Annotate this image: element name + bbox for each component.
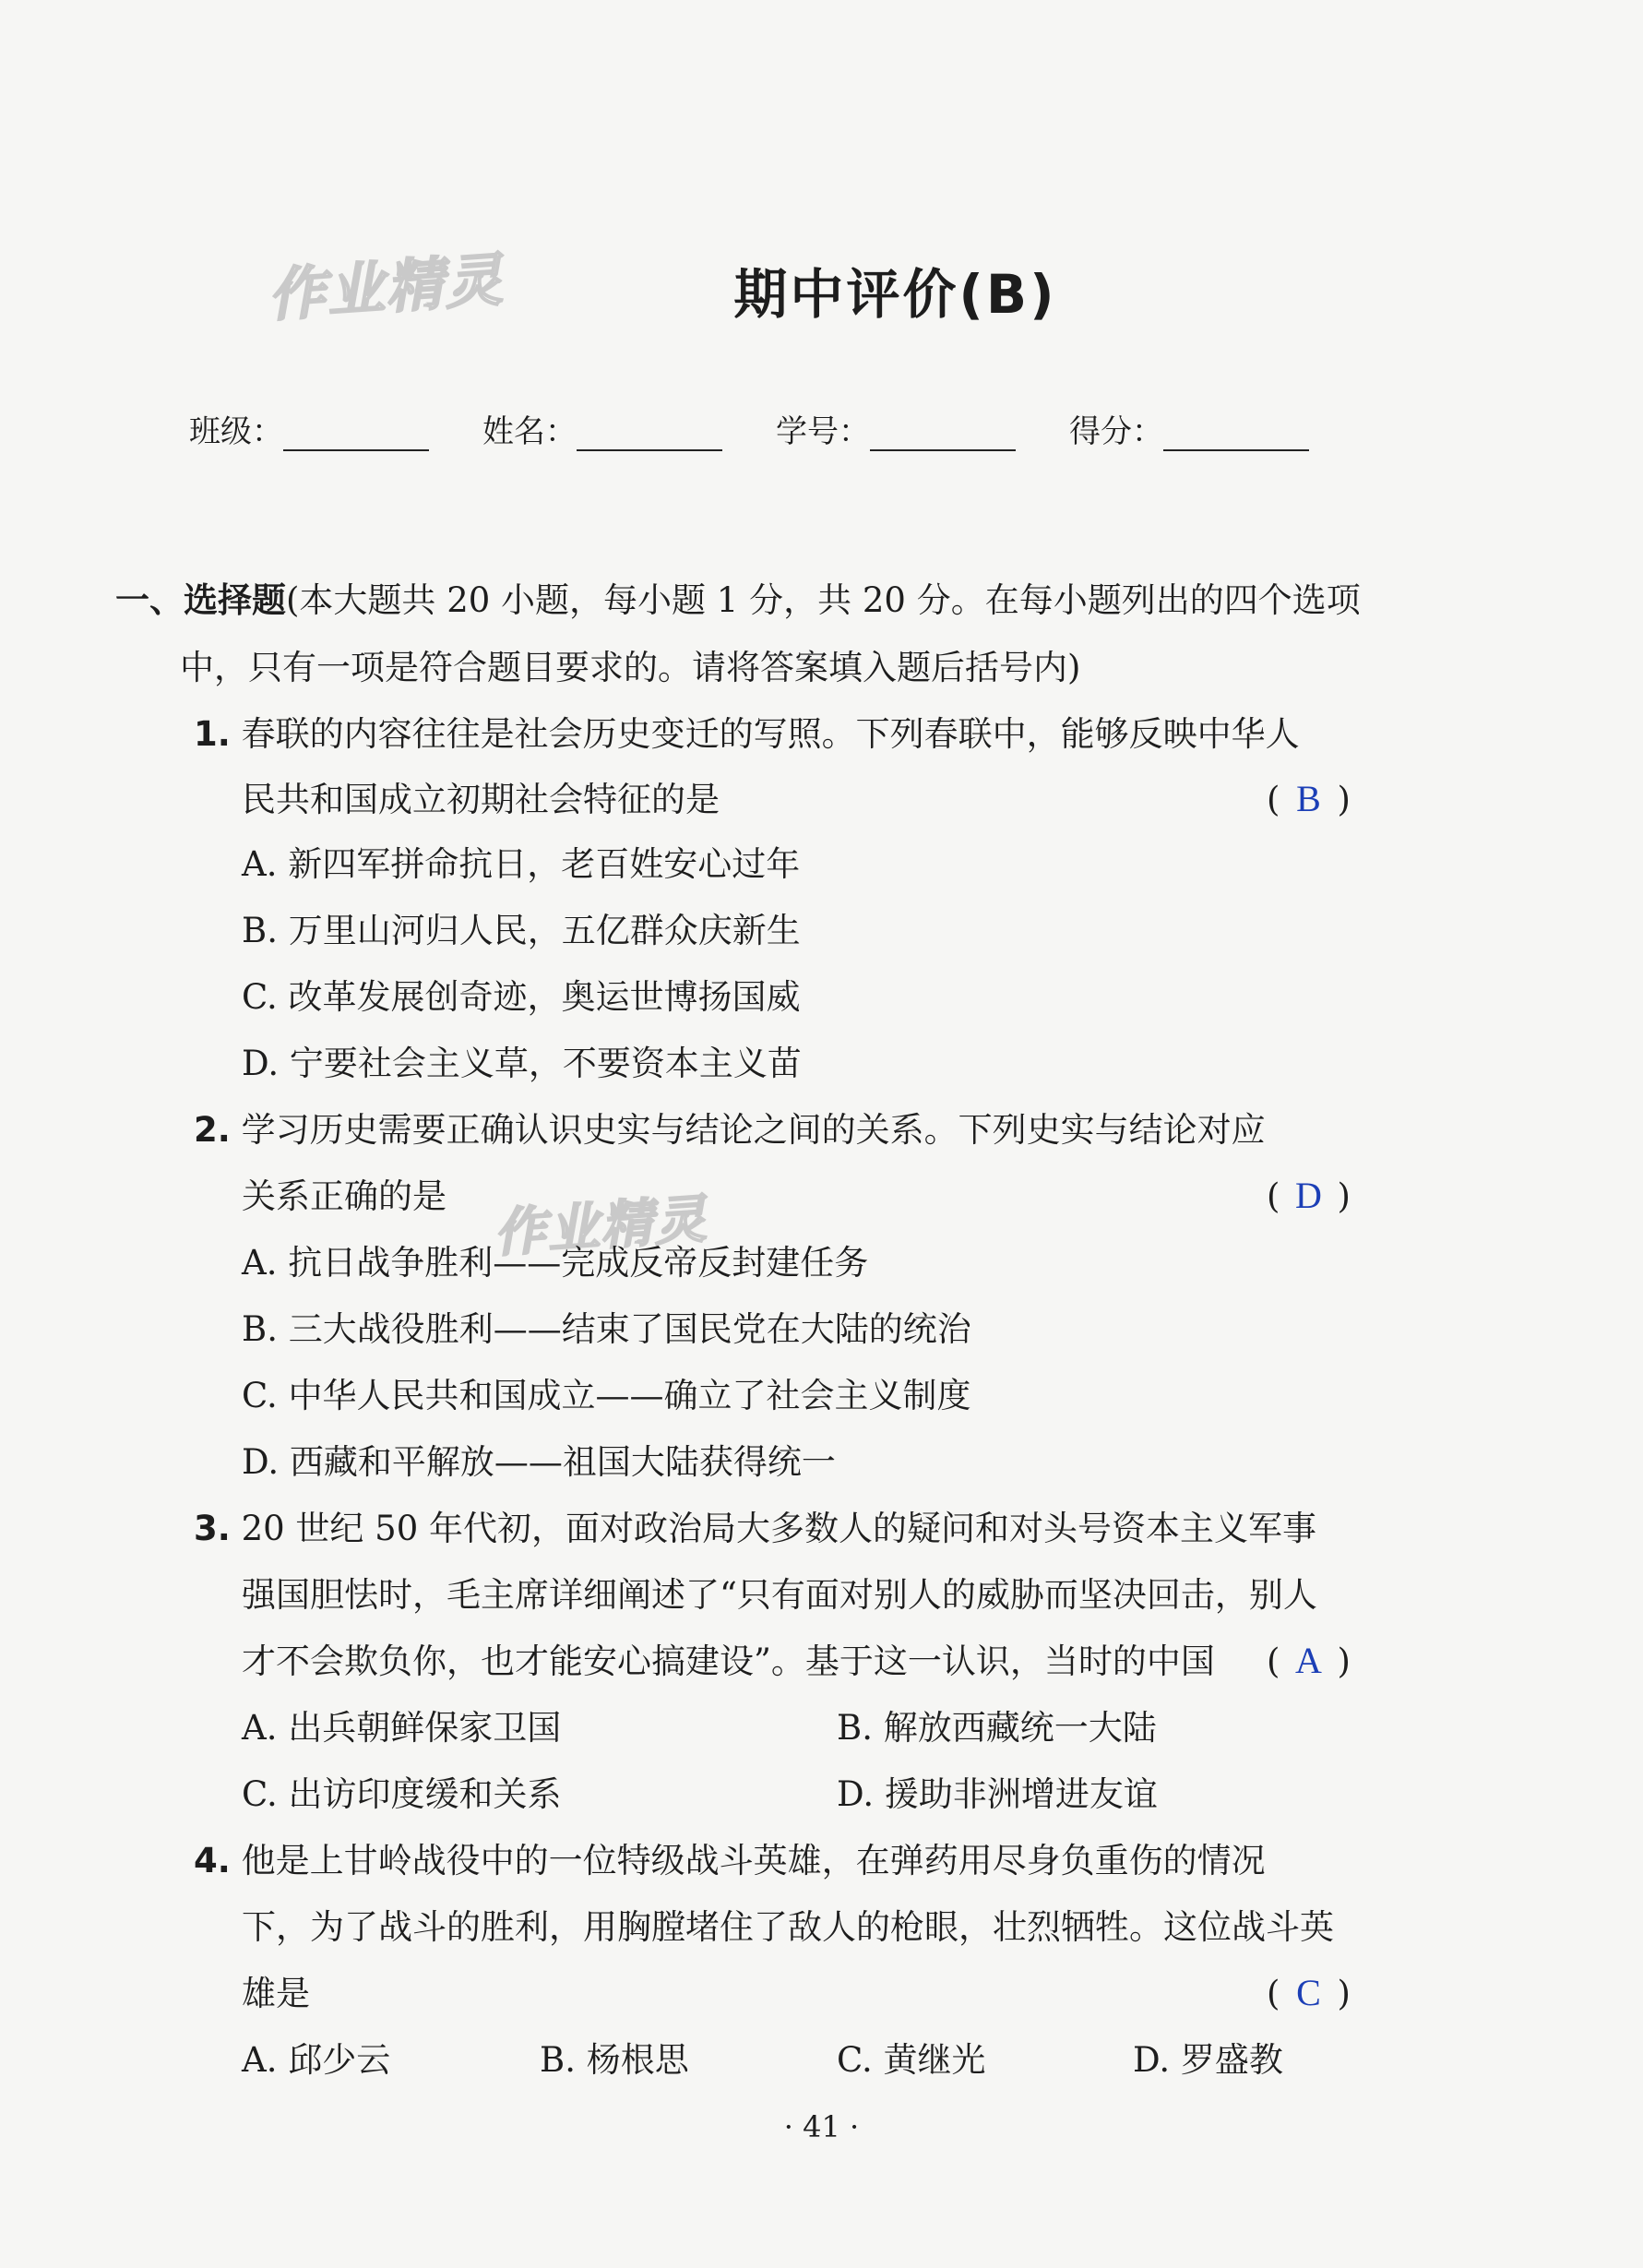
page-title: 期中评价(B) bbox=[733, 263, 1057, 326]
class-label: 班级： bbox=[189, 413, 283, 450]
class-field bbox=[189, 406, 429, 451]
section-heading: 一、选择题(本大题共 20 小题，每小题 1 分，共 20 分。在每小题列出的四个选项 bbox=[115, 580, 1361, 620]
question-1-option-c: C. 改革发展创奇迹，奥运世博扬国威 bbox=[242, 977, 801, 1017]
question-4-answer: ( C ) bbox=[1267, 1972, 1351, 2013]
question-3-option-c: C. 出访印度缓和关系 bbox=[242, 1774, 562, 1814]
question-1-answer: ( B ) bbox=[1267, 778, 1351, 819]
question-4-option-d: D. 罗盛教 bbox=[1133, 2040, 1283, 2080]
question-4-line-3: 雄是 bbox=[242, 1974, 310, 2013]
question-1-line-2: 民共和国成立初期社会特征的是 bbox=[242, 780, 720, 819]
question-1-option-d: D. 宁要社会主义草，不要资本主义苗 bbox=[242, 1044, 802, 1083]
question-2-option-c: C. 中华人民共和国成立——确立了社会主义制度 bbox=[242, 1376, 971, 1415]
question-4-option-c: C. 黄继光 bbox=[837, 2040, 986, 2080]
question-2-line-1: 2. 学习历史需要正确认识史实与结论之间的关系。下列史实与结论对应 bbox=[194, 1110, 1266, 1150]
question-1-line-1: 1. 春联的内容往往是社会历史变迁的写照。下列春联中，能够反映中华人 bbox=[194, 714, 1300, 754]
question-3-line-1: 3. 20 世纪 50 年代初，面对政治局大多数人的疑问和对头号资本主义军事 bbox=[194, 1509, 1317, 1548]
class-blank[interactable] bbox=[283, 416, 429, 451]
section-instructions: 中，只有一项是符合题目要求的。请将答案填入题后括号内) bbox=[180, 648, 1081, 687]
question-3-option-a: A. 出兵朝鲜保家卫国 bbox=[242, 1708, 562, 1748]
id-field bbox=[776, 406, 1016, 451]
question-2-option-a: A. 抗日战争胜利——完成反帝反封建任务 bbox=[242, 1243, 869, 1283]
question-2-option-b: B. 三大战役胜利——结束了国民党在大陆的统治 bbox=[242, 1309, 971, 1349]
watermark-logo: 作业精灵 bbox=[266, 245, 506, 329]
score-blank[interactable] bbox=[1163, 416, 1309, 451]
id-label: 学号： bbox=[776, 413, 870, 450]
question-4-option-b: B. 杨根思 bbox=[540, 2040, 689, 2080]
score-field bbox=[1069, 406, 1309, 451]
question-3-answer: ( A ) bbox=[1267, 1640, 1351, 1681]
question-3-line-2: 强国胆怯时，毛主席详细阐述了“只有面对别人的威胁而坚决回击，别人 bbox=[242, 1575, 1317, 1615]
student-info-row bbox=[189, 406, 1363, 451]
question-1-option-b: B. 万里山河归人民，五亿群众庆新生 bbox=[242, 911, 801, 950]
question-2-answer: ( D ) bbox=[1267, 1175, 1351, 1216]
name-field bbox=[482, 406, 722, 451]
question-2-option-d: D. 西藏和平解放——祖国大陆获得统一 bbox=[242, 1442, 836, 1482]
watermark-logo: 作业精灵 bbox=[492, 1188, 710, 1265]
score-label: 得分： bbox=[1069, 413, 1163, 450]
question-4-line-2: 下，为了战斗的胜利，用胸膛堵住了敌人的枪眼，壮烈牺牲。这位战斗英 bbox=[242, 1907, 1334, 1947]
page-number: · 41 · bbox=[783, 2109, 860, 2144]
name-blank[interactable] bbox=[577, 416, 722, 451]
question-3-line-3: 才不会欺负你，也才能安心搞建设”。基于这一认识，当时的中国 bbox=[242, 1641, 1215, 1681]
question-2-line-2: 关系正确的是 bbox=[242, 1176, 446, 1216]
question-1-option-a: A. 新四军拼命抗日，老百姓安心过年 bbox=[242, 844, 801, 884]
question-3-option-b: B. 解放西藏统一大陆 bbox=[837, 1708, 1157, 1748]
name-label: 姓名： bbox=[482, 413, 577, 450]
question-3-option-d: D. 援助非洲增进友谊 bbox=[837, 1774, 1158, 1814]
question-4-option-a: A. 邱少云 bbox=[242, 2040, 391, 2080]
id-blank[interactable] bbox=[870, 416, 1016, 451]
question-4-line-1: 4. 他是上甘岭战役中的一位特级战斗英雄，在弹药用尽身负重伤的情况 bbox=[194, 1841, 1266, 1880]
